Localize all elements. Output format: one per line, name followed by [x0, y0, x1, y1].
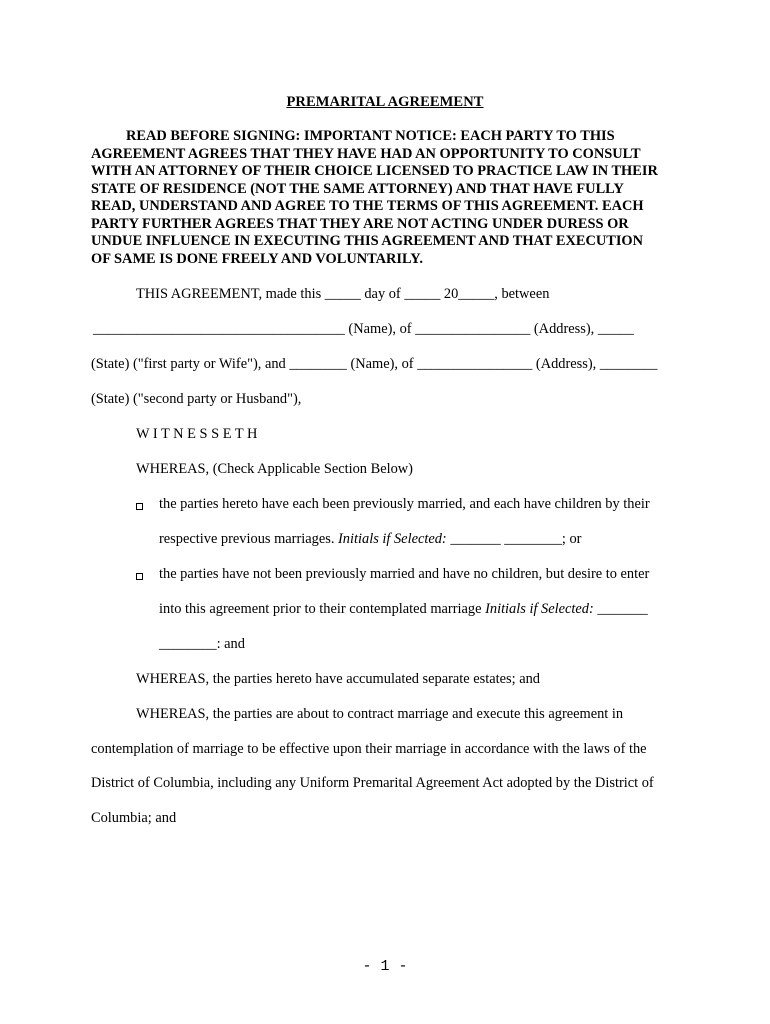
second-party-line: (State) ("first party or Wife"), and ________ (Name), of ________________ (Address), ________	[91, 356, 658, 372]
whereas-marriage-line: contemplation of marriage to be effective upon their marriage in accordance with the laws of the	[91, 741, 647, 757]
notice-line: READ BEFORE SIGNING: IMPORTANT NOTICE: EACH PARTY TO THIS	[126, 128, 615, 144]
whereas-marriage-line: Columbia; and	[91, 810, 177, 826]
whereas-estates: WHEREAS, the parties hereto have accumulated separate estates; and	[136, 671, 540, 687]
notice-line: READ, UNDERSTAND AND AGREE TO THE TERMS OF THIS AGREEMENT. EACH	[91, 198, 644, 214]
option-1-checkbox[interactable]	[136, 503, 143, 510]
option-1-text: the parties hereto have each been previously married, and each have children by their	[159, 496, 650, 512]
initials-label: Initials if Selected:	[338, 531, 447, 547]
document-title: PREMARITAL AGREEMENT	[286, 94, 484, 110]
notice-line: AGREEMENT AGREES THAT THEY HAVE HAD AN OPPORTUNITY TO CONSULT	[91, 146, 641, 162]
initials-label: Initials if Selected:	[485, 601, 594, 617]
notice-line: PARTY FURTHER AGREES THAT THEY ARE NOT ACTING UNDER DURESS OR	[91, 216, 629, 232]
notice-line: OF SAME IS DONE FREELY AND VOLUNTARILY.	[91, 251, 423, 267]
whereas-marriage-line: WHEREAS, the parties are about to contract marriage and execute this agreement in	[136, 706, 624, 722]
option-2-text-cont: into this agreement prior to their contemplated marriage	[159, 601, 486, 617]
second-party-designation: (State) ("second party or Husband"),	[91, 391, 302, 407]
notice-line: WITH AN ATTORNEY OF THEIR CHOICE LICENSED TO PRACTICE LAW IN THEIR	[91, 163, 658, 179]
option-1-text-cont: respective previous marriages.	[159, 531, 339, 547]
page-number: - 1 -	[362, 958, 408, 975]
witnesseth-heading: W I T N E S S E T H	[136, 426, 258, 442]
first-party-line: ___________________________________ (Name), of ________________ (Address), _____	[93, 321, 634, 337]
whereas-check-line: WHEREAS, (Check Applicable Section Below)	[136, 461, 413, 477]
option-1-initials-line	[159, 531, 581, 548]
initials-blanks: _______	[593, 601, 648, 617]
option-2-initials-cont: ________: and	[159, 636, 245, 652]
notice-line: STATE OF RESIDENCE (NOT THE SAME ATTORNEY) AND THAT HAVE FULLY	[91, 181, 624, 197]
initials-blanks: _______ ________; or	[446, 531, 582, 547]
option-2-text: the parties have not been previously married and have no children, but desire to enter	[159, 566, 650, 582]
option-2-checkbox[interactable]	[136, 573, 143, 580]
option-2-initials-line	[159, 601, 648, 618]
agreement-date-line: THIS AGREEMENT, made this _____ day of _____ 20_____, between	[136, 286, 550, 302]
notice-line: UNDUE INFLUENCE IN EXECUTING THIS AGREEMENT AND THAT EXECUTION	[91, 233, 644, 249]
whereas-marriage-line: District of Columbia, including any Uniform Premarital Agreement Act adopted by the District of	[91, 775, 654, 791]
